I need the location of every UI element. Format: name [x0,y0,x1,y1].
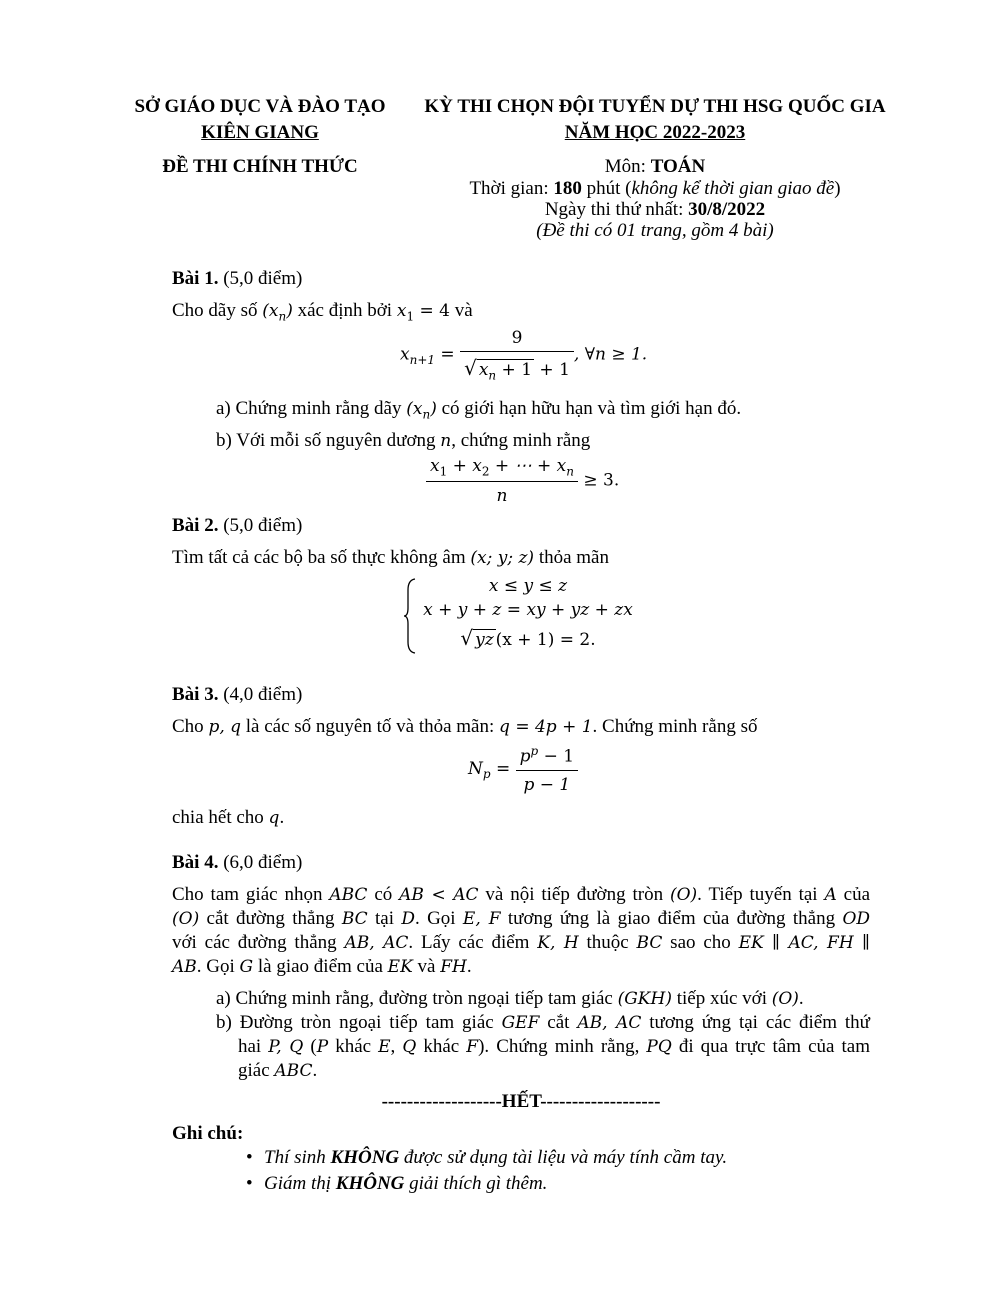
problem-3-heading: Bài 3. (4,0 điểm) [172,684,303,705]
header-left-org: SỞ GIÁO DỤC VÀ ĐÀO TẠO [134,96,386,117]
header-left-official: ĐỀ THI CHÍNH THỨC [162,156,358,177]
problem-3-formula: $N_p$ = $\frac{p^p - 1}{p - 1}$ [468,744,668,795]
header-left-region: KIÊN GIANG [201,122,319,143]
problem-2-intro: Tìm tất cả các bộ ba số thực không âm (x; y; z) thỏa mãn [172,547,609,568]
problem-4-part-b-line-1: b) Đường tròn ngoại tiếp tam giác GEF cắt AB, AC tương ứng tại các điểm thứ [216,1012,870,1033]
system-line-3: √ yz (x + 1) = 2. [460,626,596,650]
problem-1-part-b: b) Với mỗi số nguyên dương n, chứng minh rằng [216,430,591,451]
header-right-title: KỲ THI CHỌN ĐỘI TUYỂN DỰ THI HSG QUỐC GIA [424,96,886,117]
header-date: Ngày thi thứ nhất: 30/8/2022 [544,199,766,220]
notes-list [246,1145,846,1197]
problem-1-recurrence: $x_{n+1}$ = $\frac{9}{√ x_n + 1 + 1}$ , ∀n ≥ 1. [400,328,648,383]
problem-4-text-line-3: với các đường thẳng AB, AC. Lấy các điểm K, H thuộc BC sao cho EK ∥ AC, FH ∥ [172,932,870,953]
system-line-1: x ≤ y ≤ z [488,576,568,596]
problem-2-heading: Bài 2. (5,0 điểm) [172,515,303,536]
note-item-2: • Giám thị KHÔNG giải thích gì thêm. [246,1171,846,1197]
system-line-2: x + y + z = xy + yz + zx [423,600,633,620]
problem-3-intro: Cho p, q là các số nguyên tố và thỏa mãn: q = 4p + 1. Chứng minh rằng số [172,716,758,737]
header-pages-note: (Đề thi có 01 trang, gồm 4 bài) [536,220,774,241]
problem-1-inequality: $\frac{x_1 + x_2 + \cdots + x_n}{n}$ ≥ 3. [426,456,686,506]
problem-4-part-a: a) Chứng minh rằng, đường tròn ngoại tiếp tam giác (GKH) tiếp xúc với (O). [216,988,804,1009]
problem-4-text-line-1: Cho tam giác nhọn ABC có AB < AC và nội tiếp đường tròn (O). Tiếp tuyến tại A của [172,884,870,905]
problem-4-text-line-4: AB. Gọi G là giao điểm của EK và FH. [172,956,472,977]
end-marker: -------------------HẾT------------------- [381,1091,661,1112]
header-subject: Môn: TOÁN [604,156,706,177]
problem-1-heading: Bài 1. (5,0 điểm) [172,268,303,289]
header-right-year: NĂM HỌC 2022-2023 [564,122,746,143]
system-brace [404,578,416,654]
problem-4-text-line-2: (O) cắt đường thẳng BC tại D. Gọi E, F tương ứng là giao điểm của đường thẳng OD [172,908,871,929]
problem-4-part-b-line-2: hai P, Q (P khác E, Q khác F). Chứng minh rằng, PQ đi qua trực tâm của tam [238,1036,870,1057]
header-time: Thời gian: 180 phút (không kể thời gian giao đề) [469,178,841,199]
notes-title: Ghi chú: [172,1123,244,1144]
note-item-1: • Thí sinh KHÔNG được sử dụng tài liệu và máy tính cầm tay. [246,1145,846,1171]
problem-4-part-b-line-3: giác ABC. [238,1060,318,1081]
problem-2-system [404,576,644,656]
problem-4-heading: Bài 4. (6,0 điểm) [172,852,303,873]
problem-3-conclusion: chia hết cho q. [172,807,285,828]
problem-1-intro: Cho dãy số $(x_n)$ xác định bởi $x_1 = 4$ và [172,300,473,324]
problem-1-part-a: a) Chứng minh rằng dãy $(x_n)$ có giới hạn hữu hạn và tìm giới hạn đó. [216,398,742,422]
